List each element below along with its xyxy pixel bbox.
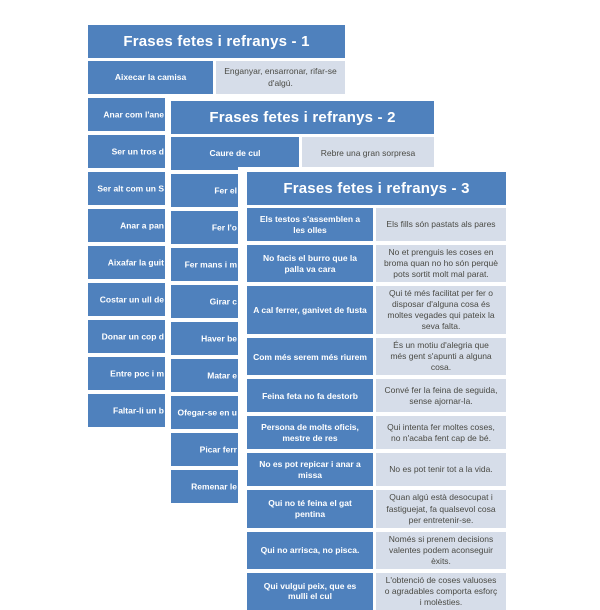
meaning-text: Qui intenta fer moltes coses, no n'acaba fent cap de bé. (387, 421, 495, 443)
table-row (247, 338, 506, 375)
meaning-cell (376, 416, 506, 449)
phrase-text: Ofegar-se en u (177, 407, 237, 418)
table-row (247, 286, 506, 334)
phrase-cell (247, 490, 373, 527)
phrase-text: Entre poc i m (110, 368, 164, 379)
phrase-cell (247, 379, 373, 412)
meaning-cell (376, 453, 506, 486)
page-3 (238, 167, 530, 607)
phrase-text: Ser un tros d (111, 146, 164, 157)
phrase-cell (247, 453, 373, 486)
phrase-text: Donar un cop d (101, 331, 164, 342)
meaning-text: Els fills són pastats als pares (386, 218, 496, 229)
phrase-cell (247, 338, 373, 375)
table-row (247, 490, 506, 527)
phrase-text: Costar un ull de (99, 294, 164, 305)
table-row (247, 379, 506, 412)
idiom-table-3 (247, 172, 506, 610)
phrase-text: Aixecar la camisa (114, 72, 187, 83)
meaning-cell (376, 208, 506, 241)
phrase-text: Qui no té feina el gat pentina (268, 498, 352, 520)
phrase-text: Feina feta no fa destorb (262, 390, 358, 401)
phrase-text: No facis el burro que la palla va cara (263, 252, 357, 274)
phrase-cell (247, 573, 373, 610)
meaning-text: Qui té més facilitat per fer o disposar d'alguna cosa és moltes vegades qui pateix la seva falta. (387, 288, 495, 332)
phrase-cell (247, 245, 373, 282)
table-row (247, 453, 506, 486)
table-row (171, 137, 434, 170)
phrase-text: Aixafar la guit (107, 257, 164, 268)
phrase-text: Fer el (214, 185, 237, 196)
meaning-text: L'obtenció de coses valuoses o agradables comporta esforç i molèsties. (384, 574, 498, 607)
phrase-cell (88, 61, 213, 94)
phrase-cell (247, 416, 373, 449)
meaning-text: Rebre una gran sorpresa (320, 147, 416, 158)
phrase-text: Fer mans i m (184, 259, 237, 270)
table-body (247, 208, 506, 610)
meaning-cell (376, 532, 506, 569)
phrase-text: Faltar-li un b (113, 405, 164, 416)
phrase-cell (247, 208, 373, 241)
meaning-cell (376, 245, 506, 282)
phrase-text: Qui no arrisca, no pisca. (260, 544, 360, 555)
table-row (247, 245, 506, 282)
meaning-cell (376, 573, 506, 610)
meaning-text: Quan algú està desocupat i fastiguejat, fa qualsevol cosa per entretenir-se. (386, 492, 496, 525)
phrase-text: Picar ferr (199, 444, 237, 455)
table-row (247, 573, 506, 610)
meaning-text: No es pot tenir tot a la vida. (389, 464, 493, 475)
phrase-text: Ser alt com un S (97, 183, 164, 194)
phrase-text: Anar a pan (120, 220, 164, 231)
meaning-cell (376, 490, 506, 527)
phrase-text: Els testos s'assemblen a les olles (259, 213, 361, 235)
table-row (247, 208, 506, 241)
meaning-cell (376, 379, 506, 412)
meaning-text: Enganyar, ensarronar, rifar-se d'algú. (224, 66, 337, 88)
phrase-text: Fer l'o (211, 222, 237, 233)
phrase-text: Com més serem més riurem (253, 351, 367, 362)
phrase-text: Anar com l'ane (103, 109, 164, 120)
phrase-text: Remenar le (191, 481, 237, 492)
page-title: Frases fetes i refranys - 3 (247, 172, 506, 205)
page-title: Frases fetes i refranys - 1 (88, 25, 345, 58)
page-title: Frases fetes i refranys - 2 (171, 101, 434, 134)
phrase-text: Persona de molts oficis, mestre de res (261, 422, 359, 443)
phrase-cell (171, 137, 299, 170)
phrase-cell (247, 286, 373, 334)
meaning-cell (376, 286, 506, 334)
phrase-text: No es pot repicar i anar a missa (259, 459, 361, 480)
meaning-cell (376, 338, 506, 375)
phrase-text: Matar e (207, 370, 237, 381)
phrase-text: Girar c (209, 296, 237, 307)
phrase-text: Caure de cul (209, 148, 261, 159)
table-row (88, 61, 345, 94)
phrase-text: Qui vulgui peix, que es mulli el cul (263, 580, 357, 602)
meaning-text: Només si prenem decisions valentes podem aconseguir èxits. (388, 533, 494, 566)
table-row (247, 416, 506, 449)
phrase-text: A cal ferrer, ganivet de fusta (253, 304, 367, 315)
meaning-text: Convé fer la feina de seguida, sense ajornar-la. (384, 384, 498, 406)
phrase-text: Haver be (201, 333, 237, 344)
meaning-cell (216, 61, 345, 94)
table-row (247, 532, 506, 569)
meaning-text: És un motiu d'alegria que més gent s'apunti a alguna cosa. (390, 340, 492, 373)
meaning-cell (302, 137, 434, 170)
meaning-text: No et prenguis les coses en broma quan no ho són perquè pots sortit molt mal parat. (384, 247, 498, 280)
phrase-cell (247, 532, 373, 569)
